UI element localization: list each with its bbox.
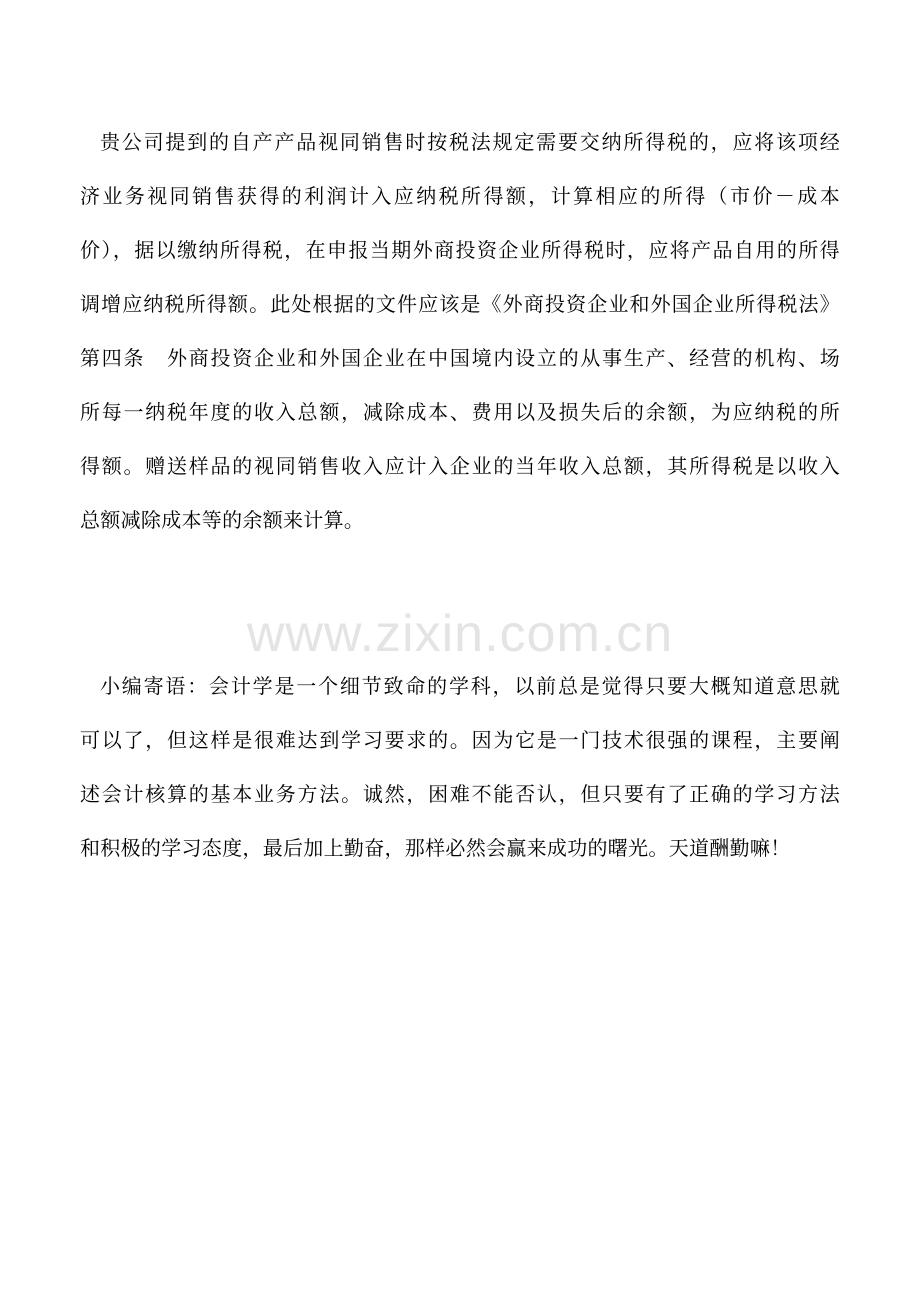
text-line: 得额。赠送样品的视同销售收入应计入企业的当年收入总额，其所得税是以收入 — [80, 454, 840, 478]
text-line: 总额减除成本等的余额来计算。 — [80, 508, 365, 532]
text-line: 贵公司提到的自产产品视同销售时按税法规定需要交纳所得税的，应将该项经 — [100, 130, 840, 154]
text-line: 所每一纳税年度的收入总额，减除成本、费用以及损失后的余额，为应纳税的所 — [80, 400, 840, 424]
text-line: 调增应纳税所得额。此处根据的文件应该是《外商投资企业和外国企业所得税法》 — [80, 292, 840, 316]
paragraph-tax-explanation — [80, 115, 840, 547]
text-line: 第四条 外商投资企业和外国企业在中国境内设立的从事生产、经营的机构、场 — [80, 346, 840, 370]
text-line: 济业务视同销售获得的利润计入应纳税所得额，计算相应的所得（市价－成本 — [80, 184, 840, 208]
text-line: 述会计核算的基本业务方法。诚然，困难不能否认，但只要有了正确的学习方法 — [80, 782, 840, 806]
text-line: 小编寄语：会计学是一个细节致命的学科，以前总是觉得只要大概知道意思就 — [100, 674, 840, 698]
watermark-text: www.zixin.com.cn — [246, 605, 674, 663]
paragraph-editor-note — [80, 659, 840, 875]
text-line: 和积极的学习态度，最后加上勤奋，那样必然会赢来成功的曙光。天道酬勤嘛！ — [80, 836, 791, 860]
text-line: 可以了，但这样是很难达到学习要求的。因为它是一门技术很强的课程，主要阐 — [80, 728, 840, 752]
text-line: 价），据以缴纳所得税，在申报当期外商投资企业所得税时，应将产品自用的所得 — [80, 238, 840, 262]
